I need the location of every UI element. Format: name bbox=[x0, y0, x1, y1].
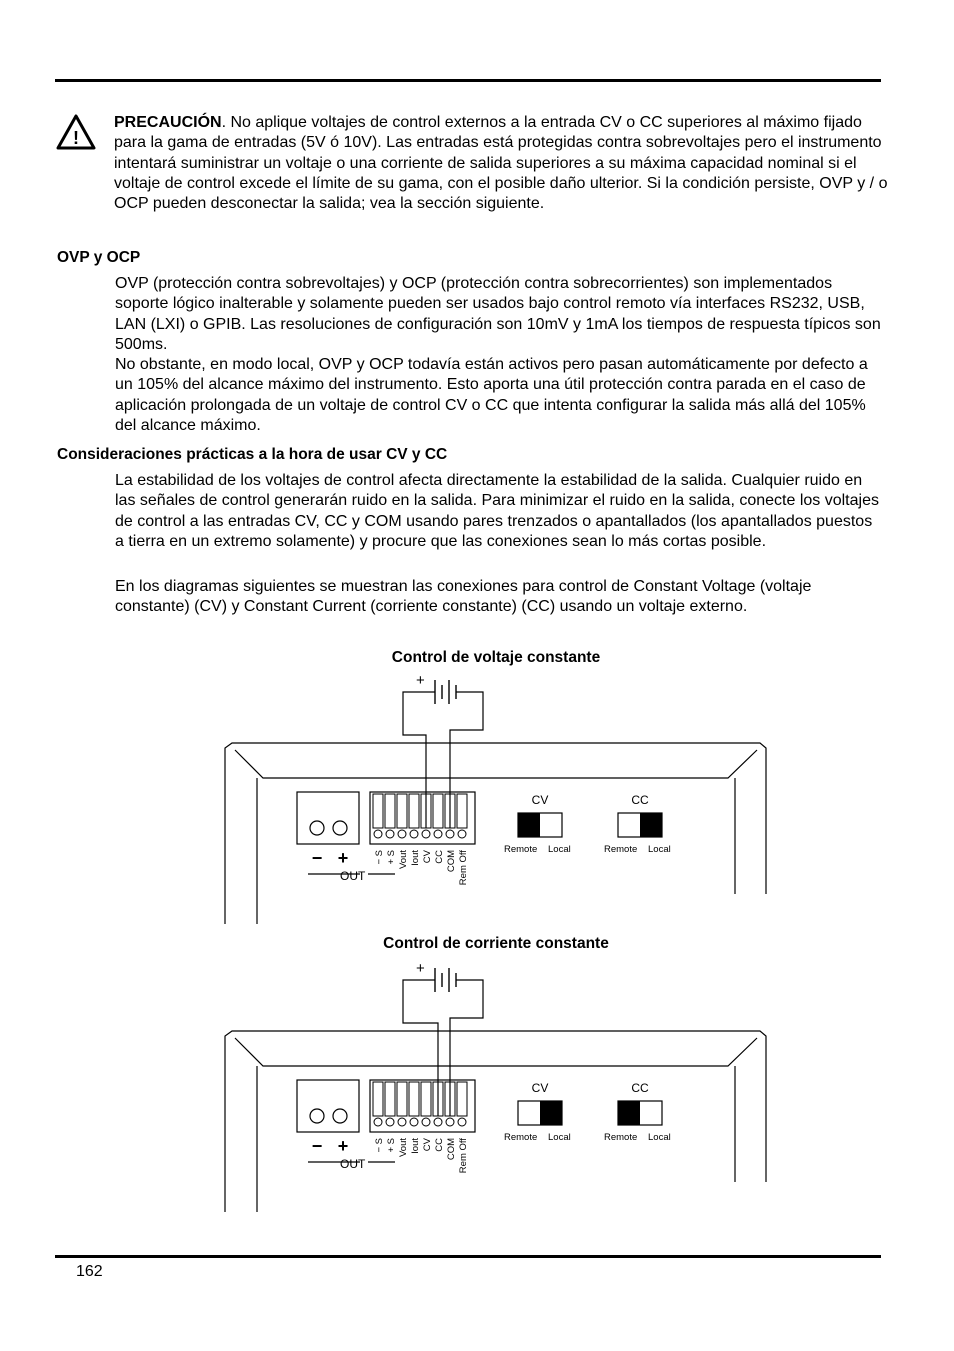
chassis-top-bevel bbox=[235, 1038, 757, 1066]
terminal-label: + S bbox=[386, 1138, 397, 1153]
diagram-cv-control bbox=[220, 668, 770, 928]
terminal-label: Iout bbox=[410, 850, 421, 866]
cc-remote-label: Remote bbox=[604, 1132, 638, 1143]
terminal-screw bbox=[386, 1118, 394, 1126]
terminal-label: Iout bbox=[410, 1138, 421, 1154]
terminal-label: CC bbox=[434, 850, 445, 864]
terminal-slot bbox=[373, 1082, 383, 1116]
terminal-slot bbox=[409, 1082, 419, 1116]
cv-switch-position bbox=[518, 813, 540, 837]
caution-label: PRECAUCIÓN bbox=[114, 114, 222, 131]
ovp-paragraph-2: No obstante, en modo local, OVP y OCP todavía están activos pero pasan automáticamente por defecto a un 105% del alcance máximo del instrumento. Esto aporta una útil protección contra parada en el caso de aplicación prolongada de un voltaje de control CV o CC que intenta configurar la salida más allá del 105% del alcance máximo. bbox=[115, 356, 868, 434]
terminal-slot bbox=[421, 1082, 431, 1116]
terminal-screw bbox=[398, 1118, 406, 1126]
terminal-screw bbox=[410, 1118, 418, 1126]
cc-remote-label: Remote bbox=[604, 844, 638, 855]
cv-local-label: Local bbox=[548, 844, 571, 855]
caution-paragraph bbox=[114, 113, 894, 214]
terminal-screw bbox=[458, 830, 466, 838]
terminal-screw bbox=[410, 830, 418, 838]
top-rule bbox=[55, 79, 881, 82]
terminal-label: Rem Off bbox=[458, 1138, 469, 1174]
out-plus-label: + bbox=[337, 848, 349, 868]
terminal-label: CV bbox=[422, 850, 433, 864]
terminal-label: + S bbox=[386, 850, 397, 865]
terminal-screw bbox=[398, 830, 406, 838]
terminal-slot bbox=[385, 794, 395, 828]
terminal-screw bbox=[446, 1118, 454, 1126]
out-minus-label: − bbox=[311, 848, 323, 868]
battery-plus-sign: + bbox=[416, 672, 425, 689]
terminal-screw bbox=[374, 830, 382, 838]
cc-local-label: Local bbox=[648, 1132, 671, 1143]
terminal-screw bbox=[422, 1118, 430, 1126]
practical-paragraph-2: En los diagramas siguientes se muestran las conexiones para control de Constant Voltage (voltaje constante) (CV) y Constant Current (corriente constante) (CC) usando un voltaje externo. bbox=[115, 578, 812, 616]
terminal-label: COM bbox=[446, 850, 457, 873]
terminal-label: CC bbox=[434, 1138, 445, 1152]
terminal-screw bbox=[434, 1118, 442, 1126]
caution-text: . No aplique voltajes de control externos a la entrada CV o CC superiores al máximo fijado para la gama de entradas (5V ó 10V). Las entradas está protegidas contra sobrevoltajes pero el instrumento intentará suministrar un voltaje o una corriente de salida superiores a su máxima capacidad nominal si el voltaje de control excede el límite de su gama, con el posible daño ulterior. Si la condición persiste, OVP y / o OCP pueden desconectar la salida; vea la sección siguiente. bbox=[114, 114, 888, 213]
chassis-outline bbox=[225, 1031, 766, 1212]
cc-switch-position bbox=[640, 813, 662, 837]
output-terminal-plus bbox=[333, 1109, 347, 1123]
terminal-label: − S bbox=[374, 1138, 385, 1153]
bottom-rule bbox=[55, 1255, 881, 1258]
battery-plus-sign: + bbox=[416, 960, 425, 977]
terminal-slot bbox=[457, 1082, 467, 1116]
output-terminal-minus bbox=[310, 1109, 324, 1123]
terminal-slot bbox=[433, 794, 443, 828]
svg-text:!: ! bbox=[73, 128, 79, 148]
terminal-slot bbox=[385, 1082, 395, 1116]
output-terminal-plus bbox=[333, 821, 347, 835]
out-plus-label: + bbox=[337, 1136, 349, 1156]
output-terminal-block bbox=[297, 792, 359, 844]
cc-switch-label: CC bbox=[631, 1081, 649, 1095]
output-terminal-block bbox=[297, 1080, 359, 1132]
output-terminal-minus bbox=[310, 821, 324, 835]
cv-switch-label: CV bbox=[531, 793, 549, 807]
diagram-cc-title: Control de corriente constante bbox=[383, 935, 609, 952]
warning-triangle-icon bbox=[55, 113, 97, 151]
terminal-screw bbox=[422, 830, 430, 838]
cc-local-label: Local bbox=[648, 844, 671, 855]
terminal-screw bbox=[374, 1118, 382, 1126]
terminal-screw bbox=[458, 1118, 466, 1126]
cc-switch-position bbox=[618, 1101, 640, 1125]
cv-switch-label: CV bbox=[531, 1081, 549, 1095]
terminal-label: − S bbox=[374, 850, 385, 865]
chassis-top-bevel bbox=[235, 750, 757, 778]
cc-switch-label: CC bbox=[631, 793, 649, 807]
out-minus-label: − bbox=[311, 1136, 323, 1156]
terminal-slot bbox=[397, 1082, 407, 1116]
terminal-label: Vout bbox=[398, 850, 409, 870]
cv-remote-label: Remote bbox=[504, 1132, 538, 1143]
terminal-screw bbox=[386, 830, 394, 838]
terminal-slot bbox=[409, 794, 419, 828]
cv-switch-position bbox=[540, 1101, 562, 1125]
terminal-slot bbox=[457, 794, 467, 828]
terminal-label: Vout bbox=[398, 1138, 409, 1158]
page-number: 162 bbox=[76, 1263, 103, 1280]
terminal-slot bbox=[373, 794, 383, 828]
cv-remote-label: Remote bbox=[504, 844, 538, 855]
practical-heading: Consideraciones prácticas a la hora de usar CV y CC bbox=[57, 446, 448, 463]
terminal-label: CV bbox=[422, 1138, 433, 1152]
chassis-outline bbox=[225, 743, 766, 924]
diagram-cc-control bbox=[220, 956, 770, 1216]
terminal-label: COM bbox=[446, 1138, 457, 1161]
terminal-label: Rem Off bbox=[458, 850, 469, 886]
practical-paragraph-1: La estabilidad de los voltajes de control afecta directamente la estabilidad de la salida. Cualquier ruido en las señales de control generarán ruido en la salida. Para minimizar el ruido en la salida, conecte los voltajes de control a las entradas CV, CC y COM usando pares trenzados o apantallados (los apantallados puestos a tierra en un extremo solamente) y procure que las conexiones sean lo más cortas posible. bbox=[115, 472, 879, 550]
terminal-screw bbox=[446, 830, 454, 838]
cv-local-label: Local bbox=[548, 1132, 571, 1143]
ovp-paragraph-1: OVP (protección contra sobrevoltajes) y OCP (protección contra sobrecorrientes) son implementados soporte lógico inalterable y solamente pueden ser usados bajo control remoto vía interfaces RS232, USB, LAN (LXI) o GPIB. Las resoluciones de configuración son 10mV y 1mA los tiempos de respuesta típicos son 500ms. bbox=[115, 275, 881, 353]
terminal-slot bbox=[397, 794, 407, 828]
out-label: OUT bbox=[340, 1157, 366, 1171]
terminal-screw bbox=[434, 830, 442, 838]
out-label: OUT bbox=[340, 869, 366, 883]
diagram-cv-title: Control de voltaje constante bbox=[391, 649, 601, 666]
ovp-heading: OVP y OCP bbox=[57, 249, 141, 266]
